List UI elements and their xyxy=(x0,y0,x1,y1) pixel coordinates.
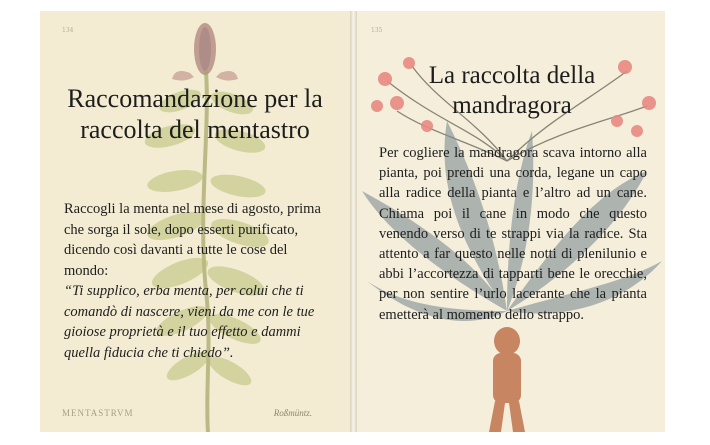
signature: Roßmüntz. xyxy=(273,408,312,418)
page-number: 135 xyxy=(371,27,383,34)
body-text xyxy=(64,199,330,363)
quote-text: “Ti supplico, erba menta, per colui che ti comandò di nascere, vieni da me con le tue gioiose proprietà e il tuo effetto e dammi quella fiducia che ti chiedo”. xyxy=(64,283,315,361)
illustration-caption: MENTASTRVM xyxy=(62,408,134,418)
page-number: 134 xyxy=(62,27,74,34)
book-spine xyxy=(350,11,357,432)
page-title: Raccomandazione per la raccolta del mentastro xyxy=(67,84,323,145)
right-page xyxy=(357,11,665,432)
body-text: Per cogliere la mandragora scava intorno alla pianta, poi prendi una corda, legane un capo alla radice della pianta e l’altro ad un cane. Chiama poi il cane in modo che questo venendo verso di te strappi via la radice. Sta attento a far questo nelle notti di plenilunio e abbi l’accortezza di tapparti bene le orecchie, per non sentire l’urlo lacerante che la pianta emetterà al momento dello strappo. xyxy=(379,145,647,323)
body-paragraph: Raccogli la menta nel mese di agosto, prima che sorga il sole, dopo esserti purificato, dicendo così davanti a tutte le cose del mondo: xyxy=(64,201,321,279)
page-title: La raccolta della mandragora xyxy=(428,62,596,119)
left-page xyxy=(40,11,350,432)
